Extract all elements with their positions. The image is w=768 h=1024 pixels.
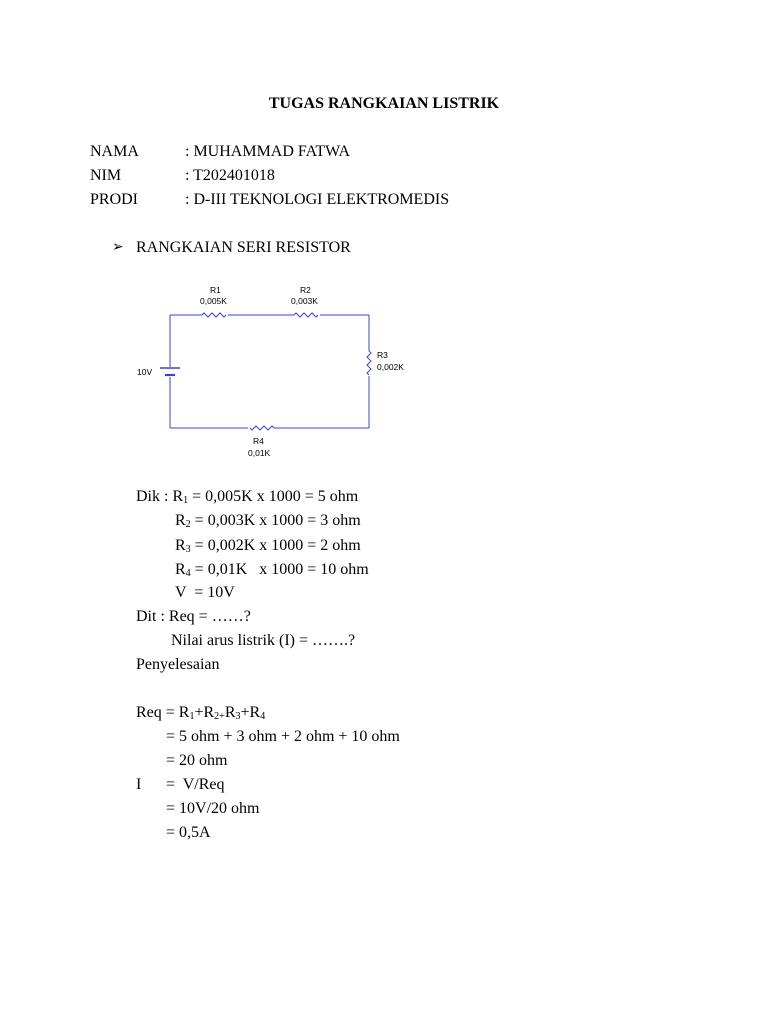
nim-label: NIM: [90, 167, 122, 184]
r2-value: 0,003K: [291, 296, 318, 306]
r3-letter: R: [175, 537, 186, 554]
req-r3: R: [224, 704, 236, 721]
given-r1-line: [136, 487, 358, 507]
source-voltage-label: 10V: [137, 367, 153, 377]
nama-value: : MUHAMMAD FATWA: [185, 143, 351, 160]
resistor-r4-symbol: [250, 426, 274, 430]
r1-letter: R: [172, 488, 184, 505]
r1-name: R1: [210, 285, 221, 295]
r3-subscript: 3: [185, 544, 191, 555]
nim-value: : T202401018: [185, 167, 275, 184]
nama-label: NAMA: [90, 143, 139, 160]
r1-subscript: 1: [183, 495, 189, 506]
req-plus-3: +R: [240, 704, 261, 721]
r2-subscript: 2: [185, 519, 191, 530]
req-sub-3: 3: [235, 711, 241, 722]
r4-value: 0,01K: [248, 448, 271, 458]
req-plus-2: +: [219, 711, 225, 722]
page-title: TUGAS RANGKAIAN LISTRIK: [268, 95, 500, 112]
series-circuit-diagram: [130, 280, 420, 465]
r2-letter: R: [175, 512, 186, 529]
section-heading: RANGKAIAN SERI RESISTOR: [136, 239, 351, 256]
r1-value: 0,005K: [200, 296, 227, 306]
req-sub-1: 1: [189, 711, 195, 722]
r3-name: R3: [377, 350, 388, 360]
resistor-r1-symbol: [202, 313, 226, 317]
r3-value: 0,002K: [377, 362, 404, 372]
r4-equation: = 0,01K x 1000 = 10 ohm: [190, 561, 369, 578]
req-formula-line: [136, 703, 265, 723]
r4-subscript: 4: [185, 568, 191, 579]
given-r4-line: [175, 560, 369, 580]
r4-name: R4: [253, 436, 264, 446]
prodi-value: : D-III TEKNOLOGI ELEKTROMEDIS: [185, 191, 450, 208]
resistor-r2-symbol: [294, 313, 318, 317]
current-substitution-line: = 10V/20 ohm: [166, 800, 260, 817]
current-result-line: = 0,5A: [166, 824, 211, 841]
prodi-label: PRODI: [90, 191, 139, 208]
req-prefix: Req = R: [136, 704, 190, 721]
current-label: I: [136, 776, 142, 793]
r2-name: R2: [300, 285, 311, 295]
resistor-r3-symbol: [367, 351, 371, 375]
asked-current-line: Nilai arus listrik (I) = …….?: [171, 632, 356, 649]
r1-equation: = 0,005K x 1000 = 5 ohm: [188, 488, 359, 505]
r2-equation: = 0,003K x 1000 = 3 ohm: [190, 512, 361, 529]
asked-req-line: Dit : Req = ……?: [136, 608, 251, 625]
given-r3-line: [175, 536, 361, 556]
dik-label: Dik :: [136, 488, 173, 505]
req-result-line: = 20 ohm: [166, 752, 228, 769]
bullet-arrow-icon: ➢: [112, 240, 124, 255]
current-formula-line: = V/Req: [166, 776, 225, 793]
r3-equation: = 0,002K x 1000 = 2 ohm: [190, 537, 361, 554]
given-r2-line: [175, 511, 361, 531]
req-plus-1: +R: [194, 704, 215, 721]
solution-heading: Penyelesaian: [136, 656, 220, 673]
req-sum-line: = 5 ohm + 3 ohm + 2 ohm + 10 ohm: [166, 728, 400, 745]
r4-letter: R: [175, 561, 186, 578]
given-v-line: V = 10V: [175, 584, 235, 601]
req-sub-4: 4: [260, 711, 266, 722]
req-sub-2: 2: [214, 711, 220, 722]
